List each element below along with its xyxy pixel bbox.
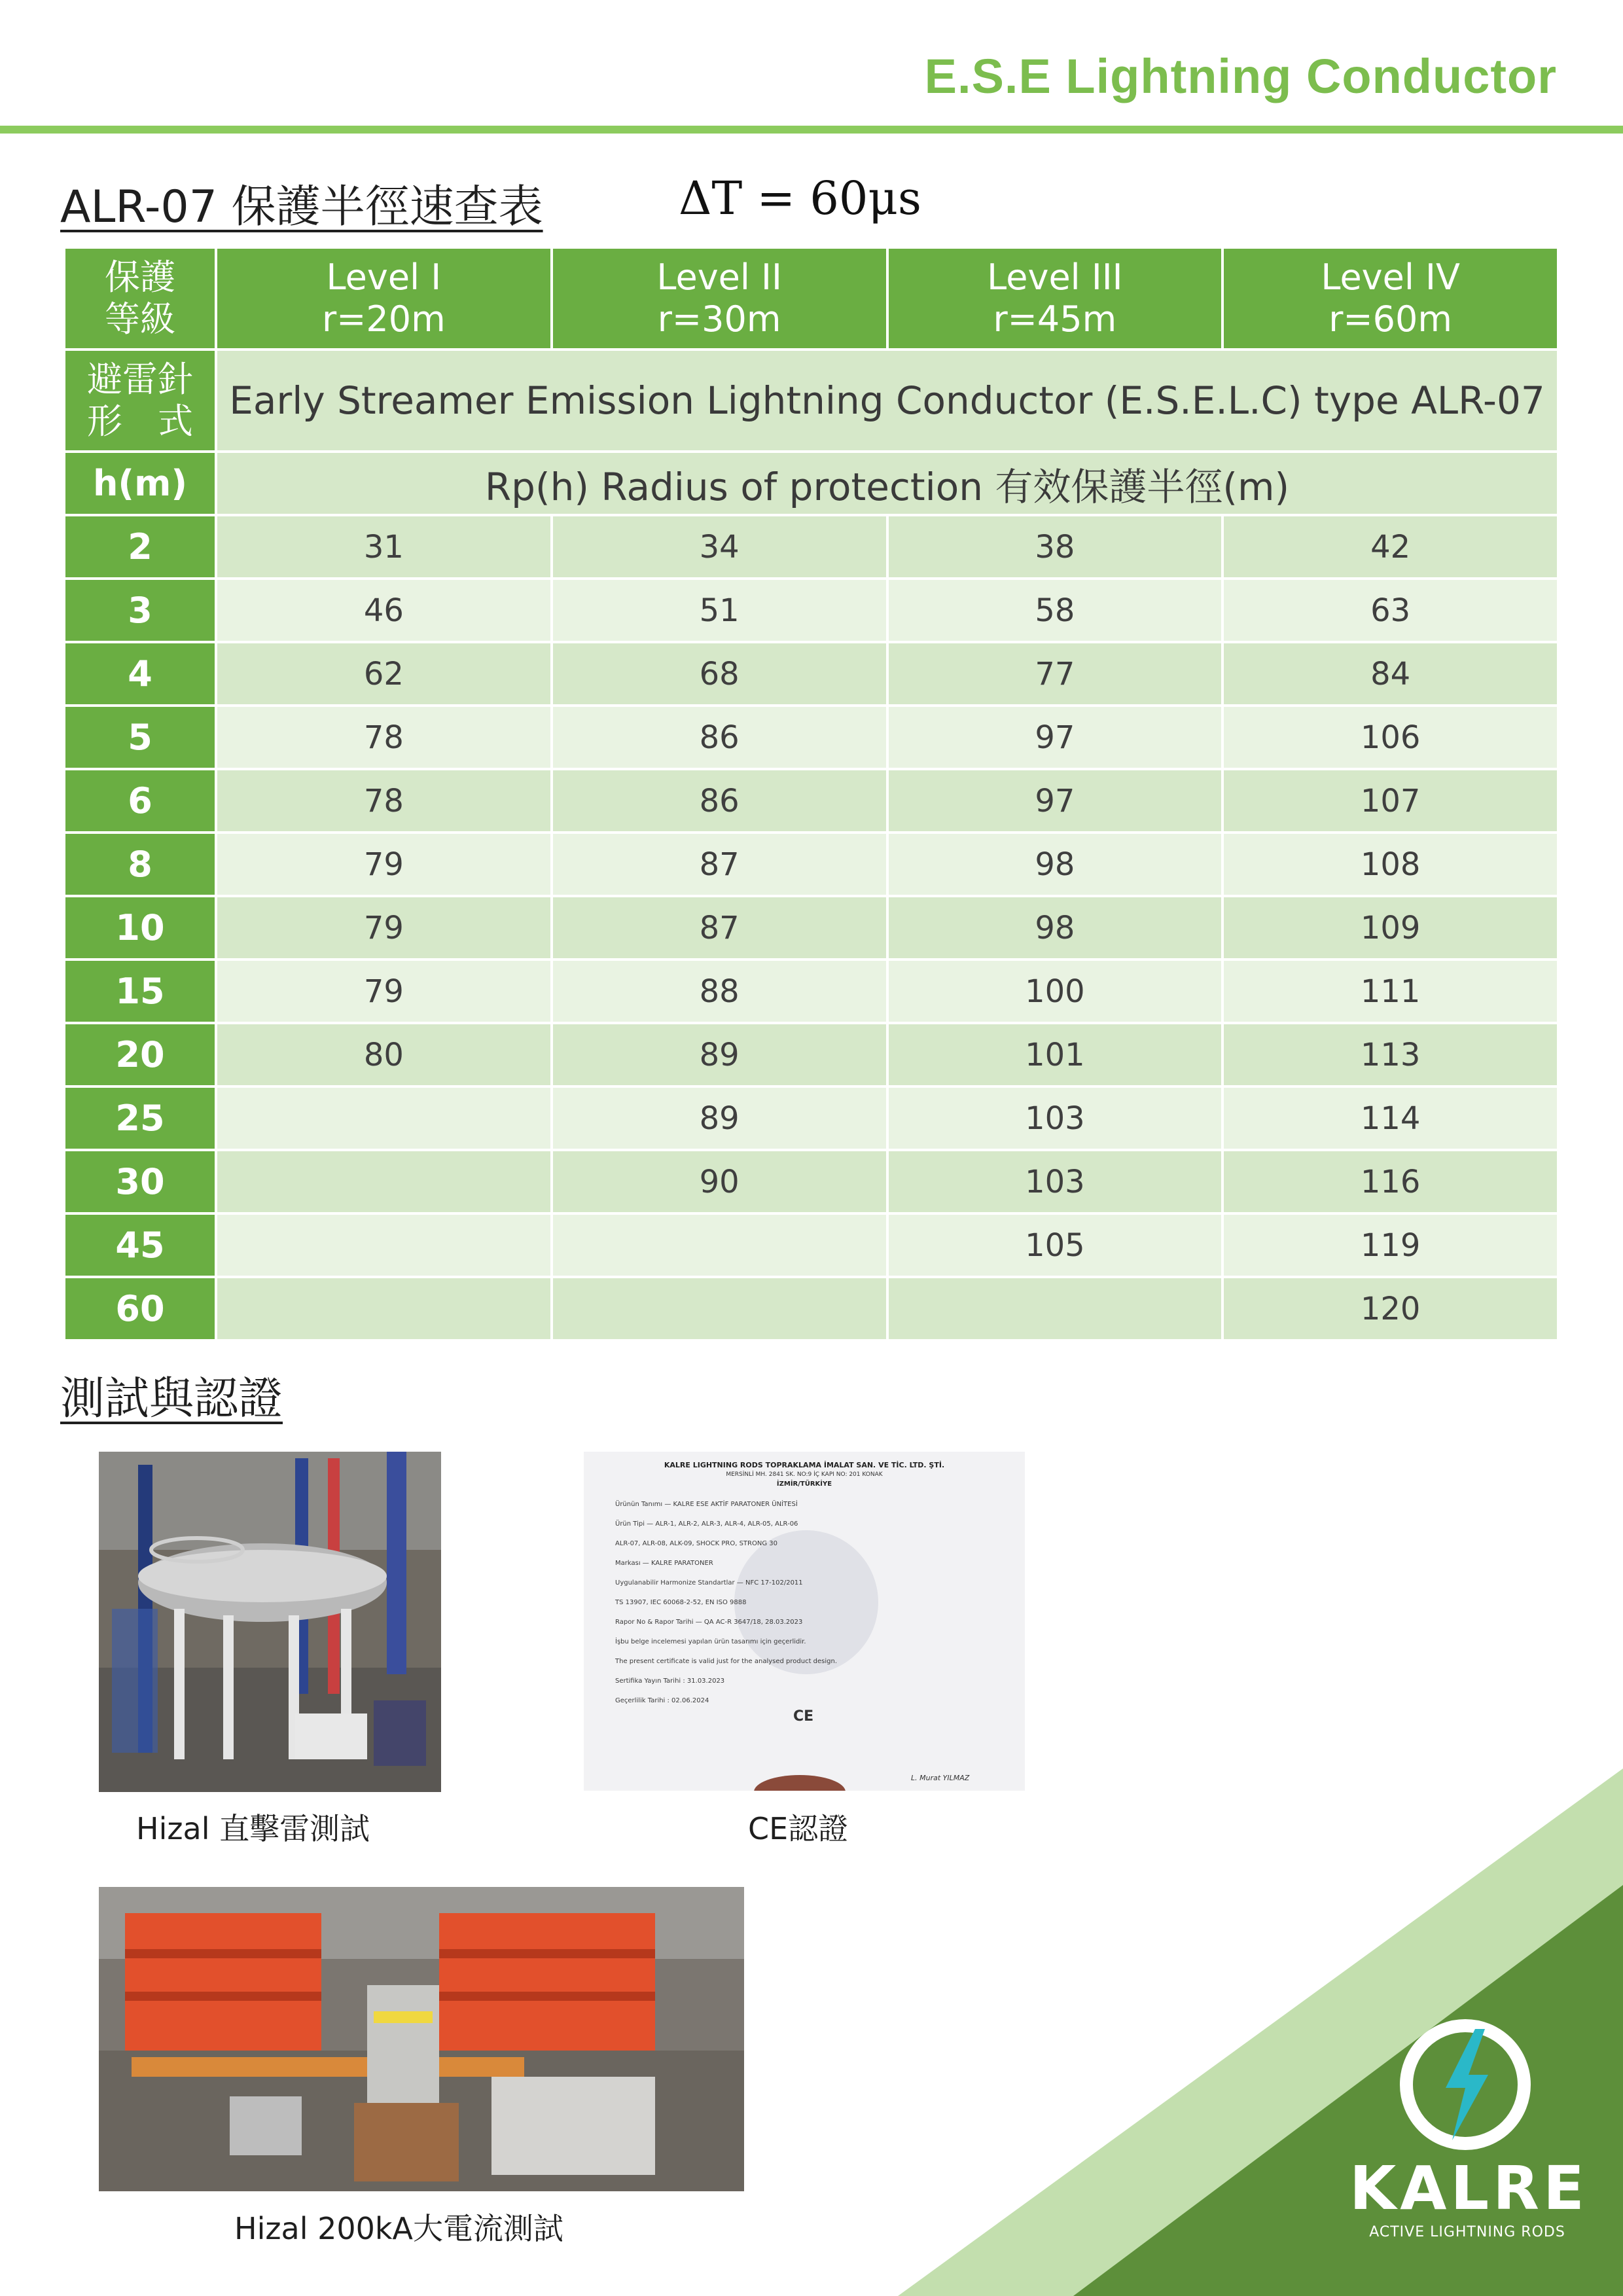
radius-cell-level-2: 87 [553,897,886,958]
radius-cell-level-4: 109 [1224,897,1557,958]
height-cell: 5 [65,707,215,768]
radius-cell-level-1: 78 [217,707,550,768]
table-row [65,770,1557,831]
height-cell: 3 [65,580,215,641]
table-row [65,1215,1557,1276]
header-divider [0,126,1623,134]
radius-cell-level-2: 88 [553,961,886,1022]
certificate-line: ALR-07, ALR-08, ALK-09, SHOCK PRO, STRONG 30 [615,1540,777,1547]
height-cell: 10 [65,897,215,958]
delta-t-value: ΔT = 60μs [679,171,921,225]
tests-title: 測試與認證 [60,1373,283,1425]
level-header-4: Level IV r=60m [1224,249,1557,348]
radius-cell-level-3: 77 [889,643,1222,704]
table-row [65,707,1557,768]
radius-cell-level-1 [217,1088,550,1149]
radius-cell-level-1: 80 [217,1024,550,1085]
height-cell: 20 [65,1024,215,1085]
table-title: ALR-07 保護半徑速查表 [60,181,543,233]
radius-cell-level-2: 51 [553,580,886,641]
certificate-line: TS 13907, IEC 60068-2-52, EN ISO 9888 [615,1599,747,1606]
radius-cell-level-3: 98 [889,834,1222,895]
height-label: h(m) [65,453,215,514]
table-row [65,1278,1557,1339]
table-row [65,643,1557,704]
kalre-tagline: ACTIVE LIGHTNING RODS [1369,2224,1565,2240]
table-row [65,1088,1557,1149]
radius-cell-level-3: 97 [889,707,1222,768]
radius-cell-level-3: 97 [889,770,1222,831]
radius-cell-level-1: 46 [217,580,550,641]
radius-cell-level-1: 31 [217,516,550,577]
rod-type-value: Early Streamer Emission Lightning Conductor (E.S.E.L.C) type ALR-07 [217,351,1557,450]
certificate-line: Sertifika Yayın Tarihi : 31.03.2023 [615,1677,725,1685]
height-cell: 4 [65,643,215,704]
certificate-line: Ürünün Tanımı — KALRE ESE AKTİF PARATONER ÜNİTESİ [615,1501,798,1508]
radius-cell-level-4: 114 [1224,1088,1557,1149]
caption-high-current-test: Hizal 200kA大電流測試 [234,2211,564,2246]
radius-cell-level-4: 120 [1224,1278,1557,1339]
header-brand-title: E.S.E Lightning Conductor [924,49,1557,103]
table-row [65,897,1557,958]
rod-type-label: 避雷針 形 式 [65,351,215,450]
radius-cell-level-2 [553,1215,886,1276]
height-cell: 2 [65,516,215,577]
radius-cell-level-3: 98 [889,897,1222,958]
radius-cell-level-1: 62 [217,643,550,704]
radius-cell-level-3: 105 [889,1215,1222,1276]
radius-cell-level-3: 100 [889,961,1222,1022]
radius-cell-level-1 [217,1151,550,1212]
radius-cell-level-1: 78 [217,770,550,831]
radius-cell-level-2: 87 [553,834,886,895]
height-cell: 45 [65,1215,215,1276]
kalre-wordmark: KALRE [1349,2153,1588,2223]
table-row [65,1024,1557,1085]
radius-cell-level-4: 119 [1224,1215,1557,1276]
table-row [65,834,1557,895]
protection-level-label: 保護 等級 [65,249,215,348]
lightning-bolt-icon [1397,2016,1534,2153]
certificate-line: Uygulanabilir Harmonize Standartlar — NFC 17-102/2011 [615,1579,803,1587]
kalre-logo [1343,2016,1592,2251]
table-row [65,580,1557,641]
certificate-line: Rapor No & Rapor Tarihi — QA AC-R 3647/18, 28.03.2023 [615,1619,803,1626]
level-header-2: Level II r=30m [553,249,886,348]
radius-cell-level-2: 90 [553,1151,886,1212]
radius-cell-level-3: 103 [889,1088,1222,1149]
radius-cell-level-1: 79 [217,961,550,1022]
radius-cell-level-4: 108 [1224,834,1557,895]
ce-certificate-image: KALRE LIGHTNING RODS TOPRAKLAMA İMALAT SAN. VE TİC. LTD. ŞTİ. MERSİNLİ MH. 2841 SK. NO:9 İÇ KAPI NO: 201 KONAK İZMİR/TÜRKİYE Ürünün Tanımı — KALRE ESE AKTİF PARATONER ÜNİTESİ Ürün Tipi — ALR-1, ALR-2, ALR-3, ALR-4, ALR-05, ALR-06 ALR-07, ALR-08, ALK-09, SHOCK PRO, STRONG 30 Markası — KALRE PARATONER Uygulanabilir Harmonize Standartlar — NFC 17-102/2011 TS 13907, IEC 60068-2-52, EN ISO 9888 Rapor No & Rapor Tarihi — QA AC-R 3647/18, 28.03.2023 İşbu belge incelemesi yapılan ürün tasarımı için geçerlidir. The present certificate is valid just for the analysed product design. Sertifika Yayın Tarihi : 31.03.2023 Geçerlilik Tarihi : 02.06.2024 CE L. Murat YILMAZ [584,1452,1025,1791]
level-header-1: Level I r=20m [217,249,550,348]
radius-of-protection-label: Rp(h) Radius of protection 有效保護半徑(m) [217,453,1557,514]
radius-cell-level-4: 42 [1224,516,1557,577]
table-row [65,516,1557,577]
height-cell: 60 [65,1278,215,1339]
level-header-3: Level III r=45m [889,249,1222,348]
radius-cell-level-1 [217,1215,550,1276]
radius-cell-level-3: 101 [889,1024,1222,1085]
radius-cell-level-3: 38 [889,516,1222,577]
caption-ce-certificate: CE認證 [748,1811,849,1846]
photo-direct-lightning-test [99,1452,441,1792]
height-cell: 30 [65,1151,215,1212]
certificate-line: The present certificate is valid just for the analysed product design. [615,1658,838,1665]
certificate-line: Ürün Tipi — ALR-1, ALR-2, ALR-3, ALR-4, ALR-05, ALR-06 [615,1520,798,1528]
radius-cell-level-2: 86 [553,707,886,768]
height-cell: 25 [65,1088,215,1149]
radius-cell-level-4: 111 [1224,961,1557,1022]
photo-high-current-test [99,1887,744,2191]
radius-cell-level-1 [217,1278,550,1339]
radius-cell-level-2: 89 [553,1088,886,1149]
radius-cell-level-4: 84 [1224,643,1557,704]
radius-cell-level-3 [889,1278,1222,1339]
protection-radius-table [63,246,1560,1342]
radius-cell-level-4: 106 [1224,707,1557,768]
radius-cell-level-1: 79 [217,834,550,895]
certificate-line: Geçerlilik Tarihi : 02.06.2024 [615,1697,709,1704]
radius-cell-level-3: 103 [889,1151,1222,1212]
radius-cell-level-4: 63 [1224,580,1557,641]
certificate-line: İşbu belge incelemesi yapılan ürün tasarımı için geçerlidir. [615,1638,806,1645]
height-cell: 6 [65,770,215,831]
radius-cell-level-4: 113 [1224,1024,1557,1085]
certificate-line: Markası — KALRE PARATONER [615,1560,713,1567]
radius-cell-level-1: 79 [217,897,550,958]
radius-cell-level-2: 89 [553,1024,886,1085]
radius-cell-level-2: 86 [553,770,886,831]
radius-cell-level-2: 68 [553,643,886,704]
radius-cell-level-2 [553,1278,886,1339]
radius-cell-level-2: 34 [553,516,886,577]
radius-cell-level-4: 107 [1224,770,1557,831]
caption-direct-lightning-test: Hizal 直擊雷測試 [136,1811,370,1846]
table-row [65,961,1557,1022]
table-row [65,1151,1557,1212]
radius-cell-level-4: 116 [1224,1151,1557,1212]
height-cell: 8 [65,834,215,895]
radius-cell-level-3: 58 [889,580,1222,641]
height-cell: 15 [65,961,215,1022]
